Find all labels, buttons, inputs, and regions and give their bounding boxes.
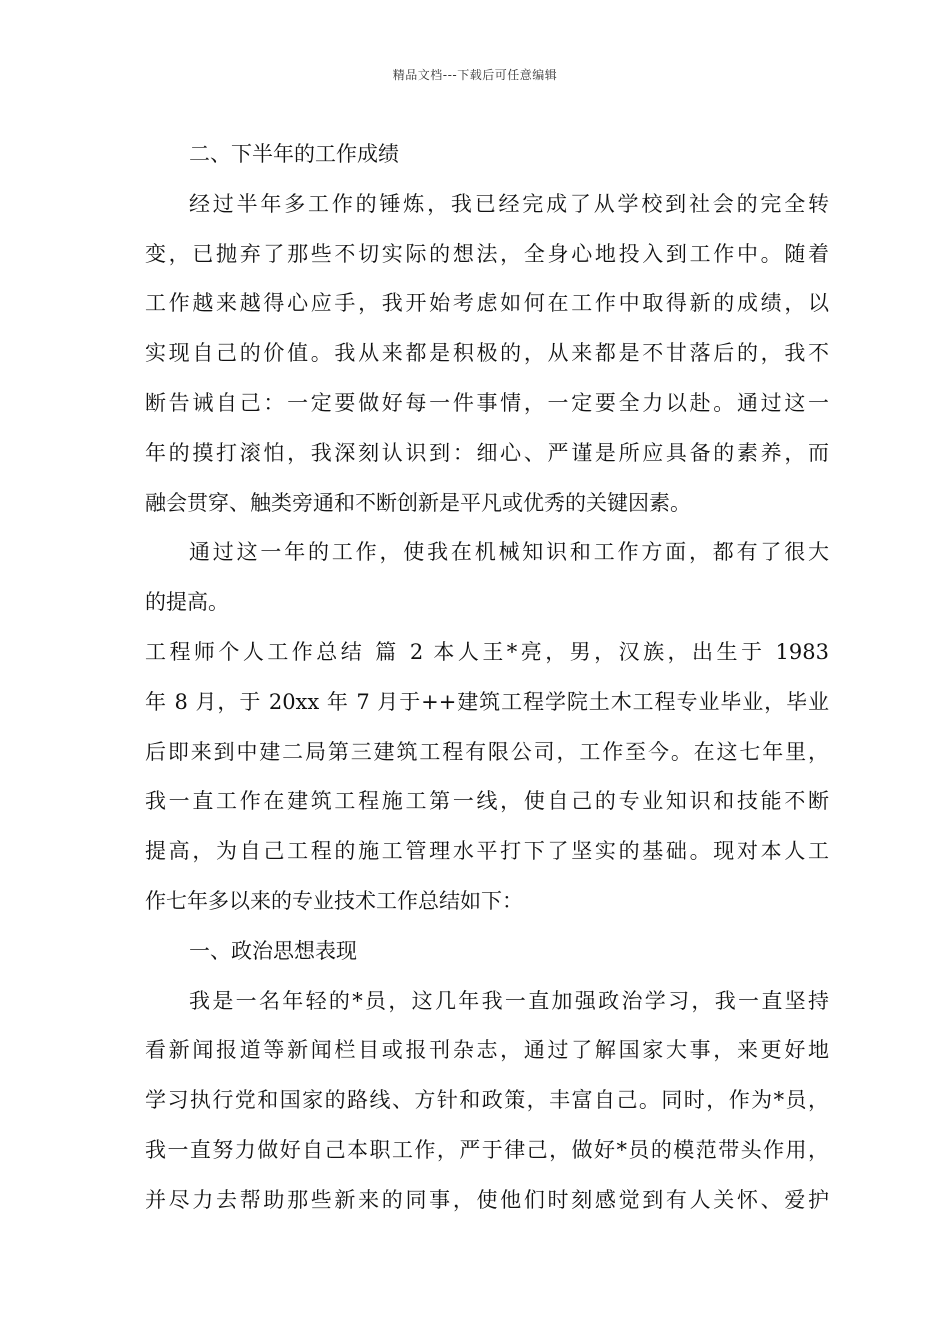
text-line: 通过这一年的工作，使我在机械知识和工作方面，都有了很大 [189,540,829,565]
text-line: 后即来到中建二局第三建筑工程有限公司，工作至今。在这七年里， [145,739,829,764]
text-line: 年的摸打滚怕，我深刻认识到：细心、严谨是所应具备的素养，而 [145,440,829,465]
text-line: 经过半年多工作的锤炼，我已经完成了从学校到社会的完全转 [189,191,829,216]
text-line: 断告诫自己：一定要做好每一件事情，一定要全力以赴。通过这一 [145,390,829,415]
text-line: 一、政治思想表现 [189,938,357,963]
document-body [145,130,829,1226]
text-line: 提高，为自己工程的施工管理水平打下了坚实的基础。现对本人工 [145,839,829,864]
text-line: 看新闻报道等新闻栏目或报刊杂志，通过了解国家大事，来更好地 [145,1038,829,1063]
page-header: 精品文档---下载后可任意编辑 [392,68,558,82]
text-line: 变，已抛弃了那些不切实际的想法，全身心地投入到工作中。随着 [145,241,829,266]
text-line: 工作越来越得心应手，我开始考虑如何在工作中取得新的成绩，以 [145,291,829,316]
text-line: 实现自己的价值。我从来都是积极的，从来都是不甘落后的，我不 [145,341,829,366]
text-line: 工程师个人工作总结 篇 2 本人王*亮，男，汉族，出生于 1983 [145,639,829,664]
text-line: 年 8 月，于 20xx 年 7 月于++建筑工程学院土木工程专业毕业，毕业 [145,689,829,714]
text-line: 我一直工作在建筑工程施工第一线，使自己的专业知识和技能不断 [145,789,829,814]
text-line: 的提高。 [145,590,229,615]
text-line: 并尽力去帮助那些新来的同事，使他们时刻感觉到有人关怀、爱护 [145,1187,829,1212]
text-line: 学习执行党和国家的路线、方针和政策，丰富自己。同时，作为*员， [145,1088,829,1113]
text-line: 作七年多以来的专业技术工作总结如下： [145,888,523,913]
text-line: 我一直努力做好自己本职工作，严于律己，做好*员的模范带头作用， [145,1137,829,1162]
text-line: 我是一名年轻的*员，这几年我一直加强政治学习，我一直坚持 [189,988,829,1013]
text-line: 二、下半年的工作成绩 [189,142,399,166]
text-line: 融会贯穿、触类旁通和不断创新是平凡或优秀的关键因素。 [145,490,691,515]
